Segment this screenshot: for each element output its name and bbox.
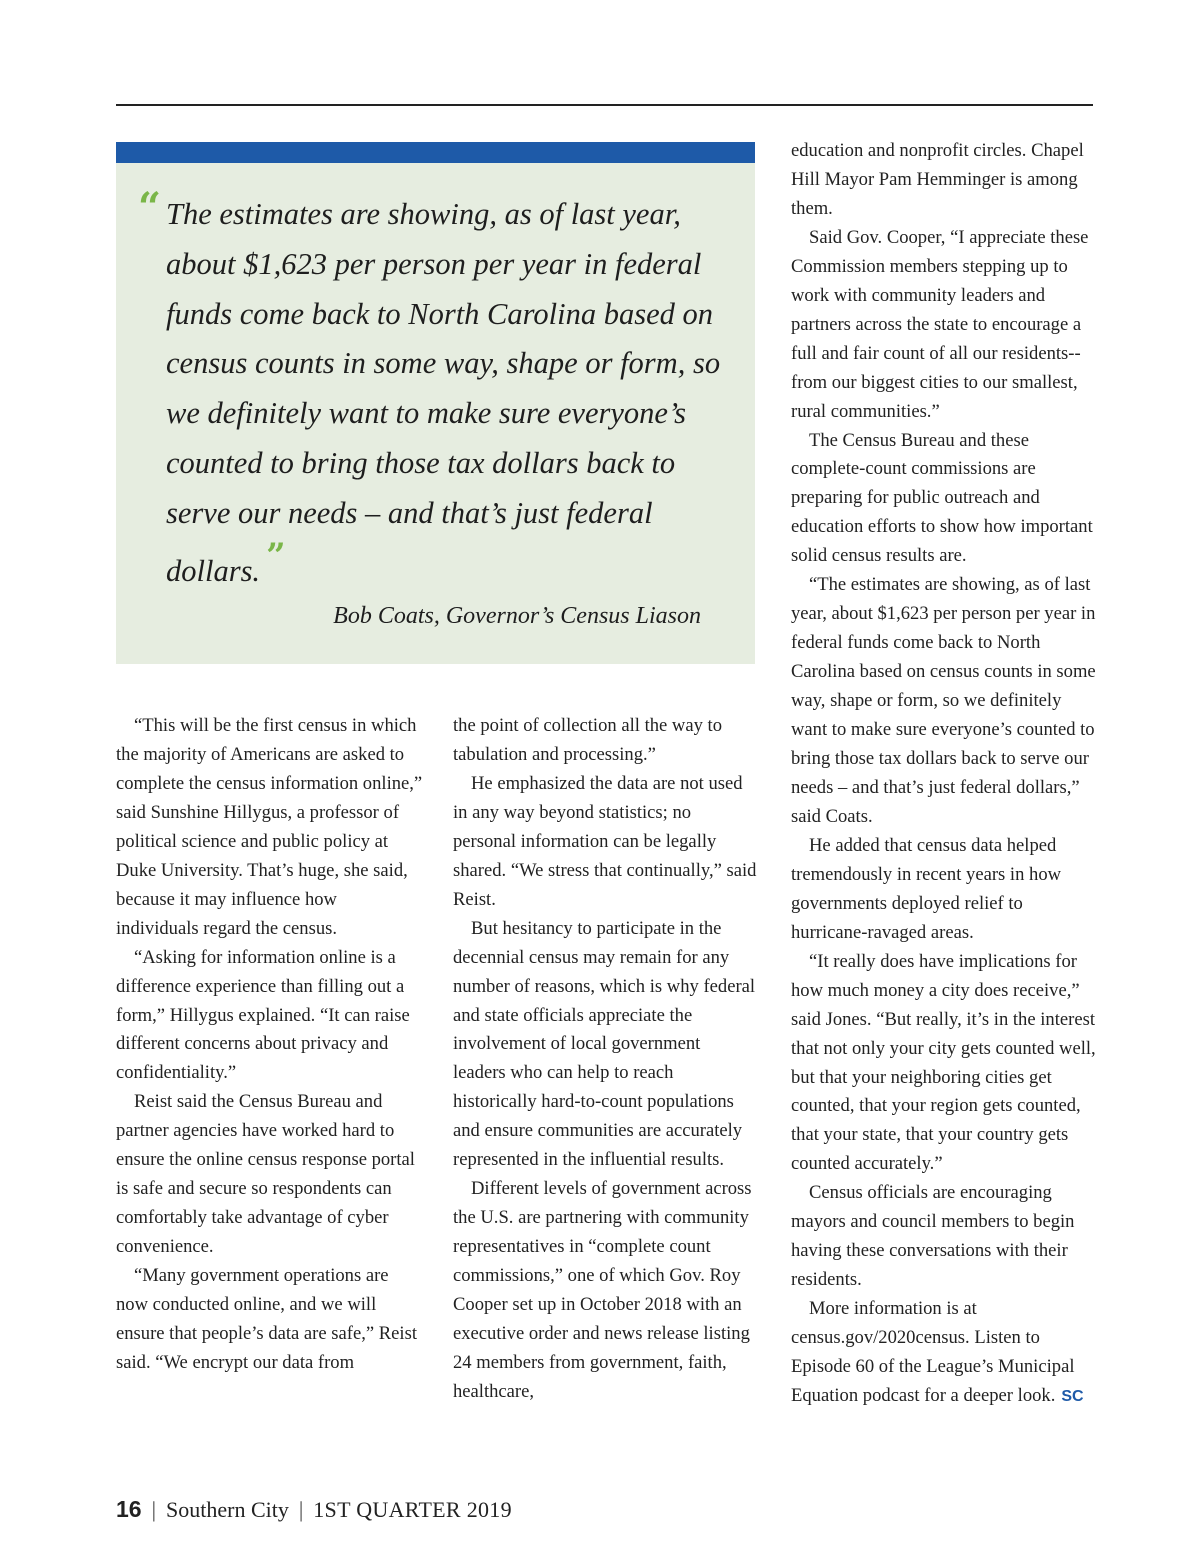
end-mark: SC [1061, 1387, 1084, 1405]
article-column-1 [116, 712, 424, 1378]
publication-name: Southern City [166, 1497, 289, 1522]
final-paragraph [791, 1295, 1096, 1412]
pull-quote-text [166, 190, 726, 596]
paragraph-text: More information is at census.gov/2020census. Listen to Episode 60 of the League’s Municipal Equation podcast for a deeper look. [791, 1298, 1075, 1406]
open-quote-mark: “ [138, 184, 162, 231]
paragraph: “It really does have implications for how much money a city does receive,” said Jones. “But really, it’s in the interest that not only your city gets counted well, but that your neighboring cities get counted, that your region gets counted, that your state, that your country gets counted accurately.” [791, 950, 1096, 1175]
paragraph: Different levels of government across the U.S. are partnering with community representatives in “complete count commissions,” one of which Gov. Roy Cooper set up in October 2018 with an executive order and news release listing 24 members from government, faith, healthcare, [453, 1178, 752, 1402]
paragraph: education and nonprofit circles. Chapel Hill Mayor Pam Hemminger is among them. [791, 140, 1084, 219]
paragraph: “Many government operations are now conducted online, and we will ensure that people’s data are safe,” Reist said. “We encrypt our data from [116, 1265, 417, 1373]
article-column-2 [453, 712, 757, 1407]
page-number: 16 [116, 1496, 142, 1522]
paragraph: The Census Bureau and these complete-count commissions are preparing for public outreach and education efforts to show how important solid census results are. [791, 429, 1093, 567]
pull-quote-attribution: Bob Coats, Governor’s Census Liason [333, 603, 701, 629]
issue-label: 1ST QUARTER 2019 [313, 1497, 512, 1522]
paragraph: But hesitancy to participate in the decennial census may remain for any number of reasons, which is why federal and state officials appreciate the involvement of local government leaders who can help to reach historically hard-to-count populations and ensure communities are accurately represented in the influential results. [453, 917, 756, 1171]
paragraph: “The estimates are showing, as of last year, about $1,623 per person per year in federal funds come back to North Carolina based on census counts in some way, shape or form, so we definitely want to make sure everyone’s counted to bring those tax dollars back to serve our needs – and that’s just federal dollars,” said Coats. [791, 574, 1096, 827]
paragraph: “Asking for information online is a difference experience than filling out a form,” Hillygus explained. “It can raise different concerns about privacy and confidentiality.” [116, 946, 410, 1084]
pull-quote-body: The estimates are showing, as of last year, about $1,623 per person per year in federal funds come back to North Carolina based on census counts in some way, shape or form, so we definitely want to make sure everyone’s counted to bring those tax dollars back to serve our needs – and that’s just federal dollars. [166, 197, 721, 588]
pull-quote-box [116, 142, 755, 664]
footer-separator: | [151, 1497, 156, 1522]
paragraph: Said Gov. Cooper, “I appreciate these Commission members stepping up to work with community leaders and partners across the state to encourage a full and fair count of all our residents--from our biggest cities to our smallest, rural communities.” [791, 226, 1089, 422]
footer-separator: | [298, 1497, 304, 1522]
close-quote-mark: ” [266, 535, 286, 576]
page-footer [116, 1492, 512, 1526]
top-rule [116, 104, 1093, 106]
paragraph: the point of collection all the way to tabulation and processing.” [453, 715, 723, 765]
paragraph: He emphasized the data are not used in any way beyond statistics; no personal information can be legally shared. “We stress that continually,” said Reist. [453, 772, 757, 910]
pull-quote-accent-bar [116, 142, 755, 163]
article-column-3 [791, 137, 1096, 1412]
paragraph: He added that census data helped tremendously in recent years in how governments deployed relief to hurricane-ravaged areas. [791, 834, 1062, 943]
paragraph: “This will be the first census in which the majority of Americans are asked to complete the census information online,” said Sunshine Hillygus, a professor of political science and public policy at Duke University. That’s huge, she said, because it may influence how individuals regard the census. [116, 715, 423, 939]
paragraph: Reist said the Census Bureau and partner agencies have worked hard to ensure the online census response portal is safe and secure so respondents can comfortably take advantage of cyber convenience. [116, 1091, 415, 1258]
paragraph: Census officials are encouraging mayors and council members to begin having these conversations with their residents. [791, 1182, 1075, 1291]
